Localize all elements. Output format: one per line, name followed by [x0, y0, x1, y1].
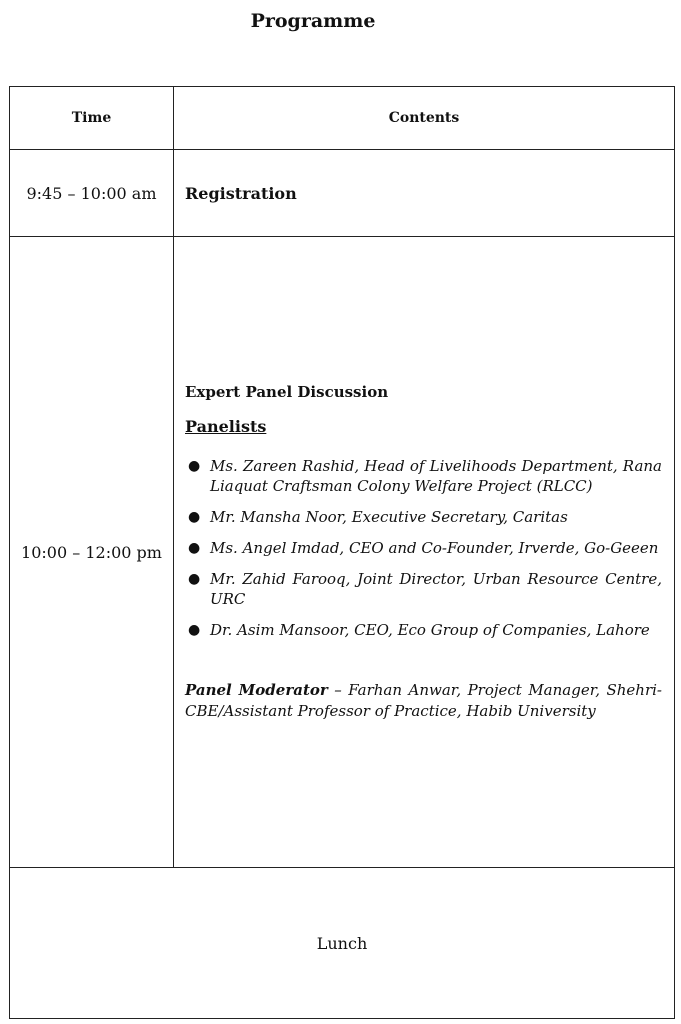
time-cell: 9:45 – 10:00 am	[10, 150, 174, 237]
lunch-cell: Lunch	[10, 868, 675, 1019]
time-cell: 10:00 – 12:00 pm	[10, 237, 174, 868]
table-header-row	[10, 87, 675, 150]
list-item	[185, 456, 662, 496]
panelists-heading: Panelists	[185, 416, 267, 436]
panel-heading: Expert Panel Discussion	[185, 382, 389, 401]
list-item	[185, 507, 662, 527]
panelist-text: Mr. Mansha Noor, Executive Secretary, Caritas	[210, 507, 568, 526]
bullet-icon: ●	[188, 539, 201, 556]
table-row	[10, 868, 675, 1019]
header-time: Time	[10, 87, 174, 150]
bullet-icon: ●	[188, 621, 201, 638]
bullet-icon: ●	[188, 570, 201, 587]
contents-cell	[174, 237, 675, 868]
panelist-text: Mr. Zahid Farooq, Joint Director, Urban Resource Centre, URC	[210, 569, 662, 608]
moderator-text: – Farhan Anwar, Project Manager, Shehri-CBE/Assistant Professor of Practice, Habib University	[185, 680, 662, 720]
panel-block	[185, 383, 662, 722]
panelist-text: Dr. Asim Mansoor, CEO, Eco Group of Companies, Lahore	[210, 620, 650, 639]
header-contents: Contents	[174, 87, 675, 150]
page-title: Programme	[250, 10, 376, 32]
bullet-icon: ●	[188, 457, 201, 474]
moderator-label: Panel Moderator	[185, 680, 328, 699]
moderator-note	[185, 680, 662, 722]
table-row	[10, 150, 675, 237]
bullet-icon: ●	[188, 508, 201, 525]
panelists-list	[185, 456, 662, 640]
panelist-text: Ms. Angel Imdad, CEO and Co-Founder, Irverde, Go-Geeen	[210, 538, 659, 557]
registration-label: Registration	[185, 183, 297, 203]
table-row	[10, 237, 675, 868]
panelist-text: Ms. Zareen Rashid, Head of Livelihoods Department, Rana Liaquat Craftsman Colony Welfare Project (RLCC)	[210, 456, 662, 495]
programme-table	[9, 86, 675, 1019]
list-item	[185, 538, 662, 558]
list-item	[185, 620, 662, 640]
contents-cell	[174, 150, 675, 237]
list-item	[185, 569, 662, 609]
